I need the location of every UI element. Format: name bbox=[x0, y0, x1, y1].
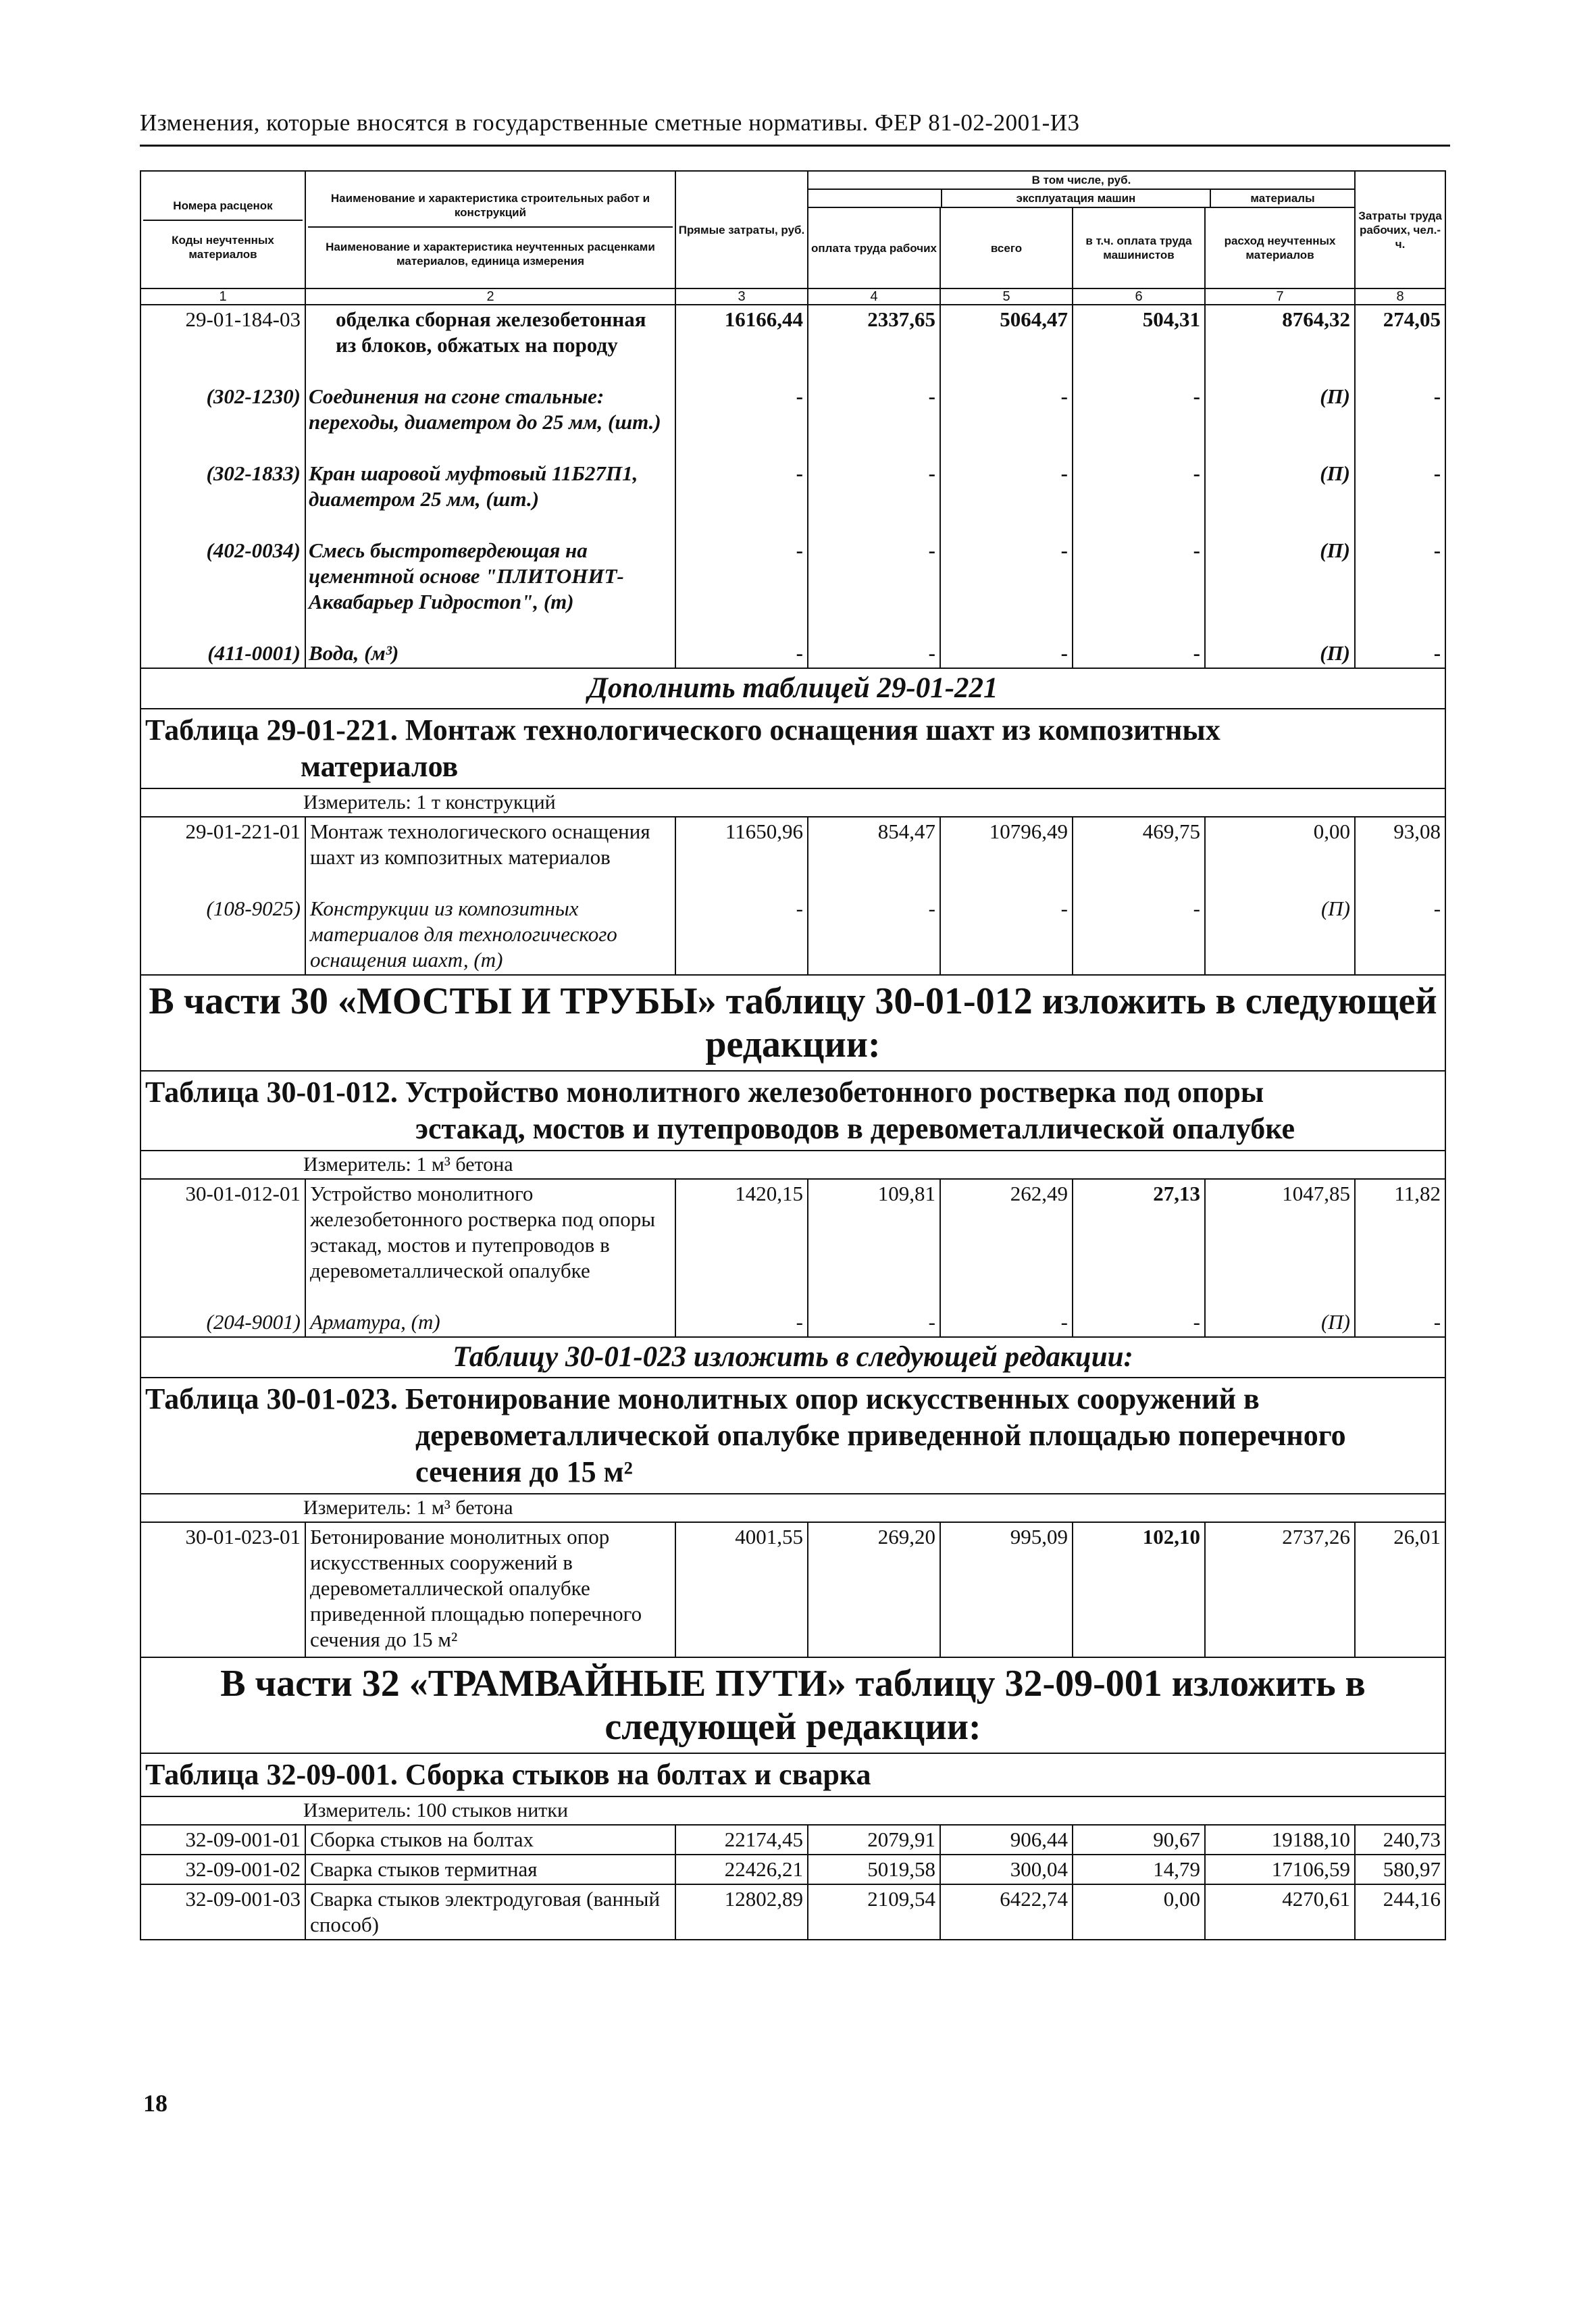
value: 16166,44 bbox=[724, 307, 803, 331]
value: - bbox=[1433, 897, 1441, 920]
header-col5: всего bbox=[940, 207, 1073, 288]
value-cell: 5019,58 bbox=[808, 1855, 940, 1884]
header-col8: Затраты труда рабочих, чел.-ч. bbox=[1355, 171, 1445, 288]
rate-code: 32-09-001-02 bbox=[140, 1855, 305, 1884]
table-title-line: сечения до 15 м² bbox=[415, 1455, 633, 1488]
section-heading-row bbox=[140, 668, 1445, 709]
header-group-sub bbox=[808, 190, 1354, 207]
material-name: Смесь быстротвердеющая на цементной основе "ПЛИТОНИТ-Аквабарьер Гидростоп", (т) bbox=[309, 538, 624, 613]
value: 109,81 bbox=[877, 1182, 935, 1205]
rate-code: 32-09-001-03 bbox=[140, 1884, 305, 1940]
header-col1-top: Номера расценок bbox=[143, 199, 303, 221]
work-name: Сварка стыков термитная bbox=[305, 1855, 675, 1884]
value: 854,47 bbox=[877, 820, 935, 843]
value: - bbox=[1193, 641, 1200, 665]
value-cell: 2079,91 bbox=[808, 1825, 940, 1855]
table-title-line: деревометаллической опалубке приведенной площадью поперечного bbox=[415, 1419, 1346, 1452]
value-cell: 90,67 bbox=[1073, 1825, 1205, 1855]
value: 1420,15 bbox=[735, 1182, 803, 1205]
column-number: 4 bbox=[808, 288, 940, 305]
section-heading-row bbox=[140, 1337, 1445, 1378]
section-heading bbox=[140, 1657, 1445, 1753]
labor-hours-cell bbox=[1355, 305, 1445, 668]
table-title: Таблица 32-09-001. Сборка стыков на болтах и сварка bbox=[140, 1753, 1445, 1796]
value-cell: 244,16 bbox=[1355, 1884, 1445, 1940]
table-row bbox=[140, 1884, 1445, 1940]
table-title-row bbox=[140, 709, 1445, 788]
header-col2 bbox=[305, 171, 675, 288]
value-cell: 14,79 bbox=[1073, 1855, 1205, 1884]
value-cell: 300,04 bbox=[940, 1855, 1073, 1884]
measure-row bbox=[140, 1796, 1445, 1825]
work-name-text: Монтаж технологического оснащения шахт из композитных материалов bbox=[310, 820, 650, 869]
table-row bbox=[140, 1522, 1445, 1657]
value: - bbox=[796, 641, 803, 665]
table-title-row bbox=[140, 1071, 1445, 1151]
value-cell bbox=[675, 1179, 808, 1337]
value: - bbox=[1193, 384, 1200, 408]
value: (П) bbox=[1320, 641, 1351, 665]
value: - bbox=[796, 538, 803, 562]
table-title-line: Таблица 29-01-221. Монтаж технологического оснащения шахт из композитных bbox=[145, 713, 1220, 747]
value: (П) bbox=[1320, 538, 1351, 562]
value: 0,00 bbox=[1313, 820, 1351, 843]
value-cell: 4270,61 bbox=[1205, 1884, 1355, 1940]
rate-code-text: 30-01-012-01 bbox=[185, 1182, 301, 1205]
table-title-row bbox=[140, 1378, 1445, 1494]
section-heading: Дополнить таблицей 29-01-221 bbox=[140, 668, 1445, 709]
table-title-line: Таблица 30-01-023. Бетонирование монолитных опор искусственных сооружений в bbox=[145, 1382, 1260, 1415]
work-name: Сборка стыков на болтах bbox=[305, 1825, 675, 1855]
header-col2-bottom: Наименование и характеристика неучтенных расценками материалов, единица измерения bbox=[326, 241, 655, 268]
materials-cell bbox=[1205, 305, 1355, 668]
measure-unit: Измеритель: 100 стыков нитки bbox=[140, 1796, 1445, 1825]
value: 1047,85 bbox=[1282, 1182, 1351, 1205]
table-title-line: материалов bbox=[301, 750, 459, 783]
value: - bbox=[1060, 538, 1068, 562]
value: 11650,96 bbox=[725, 820, 803, 843]
value: - bbox=[1433, 461, 1441, 485]
value-cell: 2109,54 bbox=[808, 1884, 940, 1940]
value: - bbox=[1433, 538, 1441, 562]
table-title-row bbox=[140, 1753, 1445, 1796]
rate-code bbox=[140, 305, 305, 668]
value: - bbox=[1060, 641, 1068, 665]
material-code: (402-0034) bbox=[206, 538, 301, 562]
value: - bbox=[928, 384, 935, 408]
value: - bbox=[1060, 461, 1068, 485]
value: - bbox=[928, 538, 935, 562]
value: 5064,47 bbox=[1000, 307, 1068, 331]
header-group-materials: материалы bbox=[1250, 192, 1315, 205]
value-cell: 26,01 bbox=[1355, 1522, 1445, 1657]
value: (П) bbox=[1320, 384, 1351, 408]
machinists-pay-cell bbox=[1073, 305, 1205, 668]
value: 469,75 bbox=[1142, 820, 1200, 843]
material-name: Арматура, (т) bbox=[310, 1310, 440, 1334]
value: - bbox=[796, 897, 803, 920]
table-title bbox=[140, 709, 1445, 788]
value-cell: 6422,74 bbox=[940, 1884, 1073, 1940]
value: - bbox=[928, 1310, 935, 1334]
value-cell: 22426,21 bbox=[675, 1855, 808, 1884]
value: - bbox=[796, 1310, 803, 1334]
value-cell bbox=[1205, 817, 1355, 975]
value-cell: 19188,10 bbox=[1205, 1825, 1355, 1855]
value-cell: 0,00 bbox=[1073, 1884, 1205, 1940]
value-cell: 995,09 bbox=[940, 1522, 1073, 1657]
value-cell bbox=[940, 817, 1073, 975]
value: - bbox=[796, 384, 803, 408]
value-cell: 4001,55 bbox=[675, 1522, 808, 1657]
material-name: Кран шаровой муфтовый 11Б27П1, диаметром 25 мм, (шт.) bbox=[309, 461, 638, 511]
value: 2337,65 bbox=[867, 307, 935, 331]
column-numbers-row bbox=[140, 288, 1445, 305]
table-row bbox=[140, 1179, 1445, 1337]
material-name: Вода, (м³) bbox=[309, 641, 399, 665]
value: - bbox=[928, 461, 935, 485]
column-number: 3 bbox=[675, 288, 808, 305]
header-col1 bbox=[140, 171, 305, 288]
table-row bbox=[140, 1825, 1445, 1855]
rate-code: 32-09-001-01 bbox=[140, 1825, 305, 1855]
value-cell bbox=[808, 1179, 940, 1337]
measure-row bbox=[140, 788, 1445, 817]
work-name bbox=[305, 305, 675, 668]
value: - bbox=[1060, 1310, 1068, 1334]
value: - bbox=[928, 897, 935, 920]
value-cell: 240,73 bbox=[1355, 1825, 1445, 1855]
value: - bbox=[1193, 1310, 1200, 1334]
rate-code bbox=[140, 1179, 305, 1337]
column-number: 5 bbox=[940, 288, 1073, 305]
work-name-text: обделка сборная железобетонная из блоков, обжатых на породу bbox=[336, 307, 646, 357]
header-col3: Прямые затраты, руб. bbox=[675, 171, 808, 288]
rate-code bbox=[140, 817, 305, 975]
value-cell: 22174,45 bbox=[675, 1825, 808, 1855]
material-code: (204-9001) bbox=[206, 1310, 301, 1334]
column-number: 6 bbox=[1073, 288, 1205, 305]
work-name bbox=[305, 1179, 675, 1337]
value-cell bbox=[940, 1179, 1073, 1337]
table-title bbox=[140, 1071, 1445, 1151]
value: - bbox=[1060, 384, 1068, 408]
section-heading: Таблицу 30-01-023 изложить в следующей редакции: bbox=[140, 1337, 1445, 1378]
value-cell: 17106,59 bbox=[1205, 1855, 1355, 1884]
direct-cost-cell bbox=[675, 305, 808, 668]
value: - bbox=[1433, 384, 1441, 408]
section-heading: В части 30 «МОСТЫ И ТРУБЫ» таблицу 30-01-012 изложить в следующей редакции: bbox=[140, 975, 1445, 1071]
work-name bbox=[305, 817, 675, 975]
material-code: (108-9025) bbox=[206, 897, 301, 920]
value: - bbox=[928, 641, 935, 665]
value: (П) bbox=[1320, 461, 1351, 485]
value: (П) bbox=[1320, 897, 1351, 920]
value: 504,31 bbox=[1142, 307, 1200, 331]
labor-pay-cell bbox=[808, 305, 940, 668]
column-number: 1 bbox=[140, 288, 305, 305]
measure-unit: Измеритель: 1 т конструкций bbox=[140, 788, 1445, 817]
value-cell: 906,44 bbox=[940, 1825, 1073, 1855]
value: 10796,49 bbox=[989, 820, 1068, 843]
value: - bbox=[1433, 641, 1441, 665]
header-col6: в т.ч. оплата труда машинистов bbox=[1073, 207, 1205, 288]
rate-code-text: 29-01-221-01 bbox=[185, 820, 301, 843]
section-heading-line: следующей редакции: bbox=[604, 1706, 981, 1748]
header-col4: оплата труда рабочих bbox=[808, 207, 940, 288]
value: - bbox=[1193, 461, 1200, 485]
value-cell bbox=[1073, 817, 1205, 975]
value: 93,08 bbox=[1393, 820, 1441, 843]
value: 262,49 bbox=[1010, 1182, 1068, 1205]
norms-table bbox=[140, 170, 1446, 1940]
page-header-title: Изменения, которые вносятся в государственные сметные нормативы. ФЕР 81-02-2001-И3 bbox=[140, 109, 1080, 136]
rate-code: 30-01-023-01 bbox=[140, 1522, 305, 1657]
work-name: Сварка стыков электродуговая (ванный способ) bbox=[305, 1884, 675, 1940]
table-row bbox=[140, 305, 1445, 668]
value-cell bbox=[675, 817, 808, 975]
section-heading-row bbox=[140, 1657, 1445, 1753]
value: - bbox=[1193, 897, 1200, 920]
table-title-line: Таблица 30-01-012. Устройство монолитного железобетонного ростверка под опоры bbox=[145, 1076, 1264, 1109]
section-heading-row bbox=[140, 975, 1445, 1071]
value-cell bbox=[808, 817, 940, 975]
header-group-machines: эксплуатация машин bbox=[941, 190, 1211, 207]
value-cell bbox=[1355, 1179, 1445, 1337]
header-group-top: В том числе, руб. bbox=[808, 172, 1354, 190]
header-col1-bottom: Коды неучтенных материалов bbox=[172, 233, 274, 261]
table-title-line: эстакад, мостов и путепроводов в деревометаллической опалубке bbox=[415, 1112, 1295, 1145]
machines-total-cell bbox=[940, 305, 1073, 668]
value: 11,82 bbox=[1394, 1182, 1441, 1205]
measure-row bbox=[140, 1494, 1445, 1522]
value: (П) bbox=[1320, 1310, 1351, 1334]
value-cell: 102,10 bbox=[1073, 1522, 1205, 1657]
material-code: (302-1230) bbox=[206, 384, 301, 408]
header-group bbox=[808, 171, 1355, 207]
header-col7: расход неучтенных материалов bbox=[1205, 207, 1355, 288]
rate-code-text: 29-01-184-03 bbox=[185, 307, 301, 331]
material-code: (411-0001) bbox=[207, 641, 301, 665]
value-cell: 2737,26 bbox=[1205, 1522, 1355, 1657]
value: - bbox=[1060, 897, 1068, 920]
measure-unit: Измеритель: 1 м³ бетона bbox=[140, 1151, 1445, 1179]
table-title bbox=[140, 1378, 1445, 1494]
table-row bbox=[140, 817, 1445, 975]
work-name-text: Устройство монолитного железобетонного ростверка под опоры эстакад, мостов и путепроводов в деревометаллической опалубке bbox=[310, 1182, 656, 1282]
work-name: Бетонирование монолитных опор искусственных сооружений в деревометаллической опалубке приведенной площадью поперечного сечения до 15 м² bbox=[305, 1522, 675, 1657]
value-cell bbox=[1073, 1179, 1205, 1337]
header-col2-top: Наименование и характеристика строительных работ и конструкций bbox=[308, 191, 673, 228]
value-cell bbox=[1205, 1179, 1355, 1337]
column-number: 2 bbox=[305, 288, 675, 305]
value: 27,13 bbox=[1153, 1182, 1200, 1205]
material-code: (302-1833) bbox=[206, 461, 301, 485]
page-number: 18 bbox=[143, 2090, 168, 2117]
table-header-row bbox=[140, 171, 1445, 207]
value-cell: 580,97 bbox=[1355, 1855, 1445, 1884]
value: - bbox=[796, 461, 803, 485]
value: 8764,32 bbox=[1282, 307, 1351, 331]
measure-unit: Измеритель: 1 м³ бетона bbox=[140, 1494, 1445, 1522]
value-cell: 12802,89 bbox=[675, 1884, 808, 1940]
table-row bbox=[140, 1855, 1445, 1884]
column-number: 7 bbox=[1205, 288, 1355, 305]
section-heading-line: В части 32 «ТРАМВАЙНЫЕ ПУТИ» таблицу 32-09-001 изложить в bbox=[220, 1663, 1366, 1705]
value-cell bbox=[1355, 817, 1445, 975]
measure-row bbox=[140, 1151, 1445, 1179]
column-number: 8 bbox=[1355, 288, 1445, 305]
value-cell: 269,20 bbox=[808, 1522, 940, 1657]
header-rule bbox=[140, 145, 1450, 147]
material-name: Соединения на сгоне стальные: переходы, диаметром до 25 мм, (шт.) bbox=[309, 384, 661, 434]
value: - bbox=[1193, 538, 1200, 562]
value: - bbox=[1433, 1310, 1441, 1334]
value: 274,05 bbox=[1383, 307, 1441, 331]
material-name: Конструкции из композитных материалов для технологического оснащения шахт, (т) bbox=[310, 897, 617, 972]
